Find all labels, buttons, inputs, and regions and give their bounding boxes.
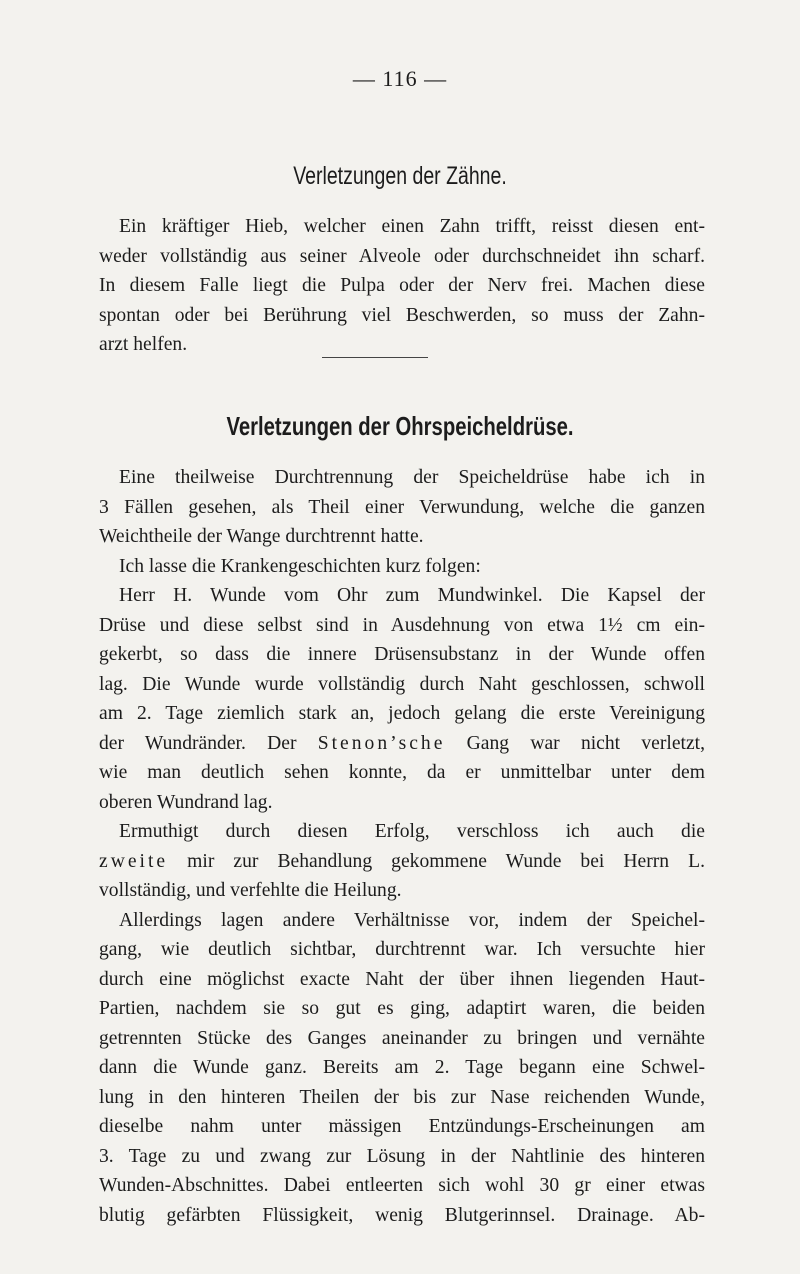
text-line: getrennten Stücke des Ganges aneinander zu bringen und vernähte: [99, 1027, 705, 1049]
text-line: [99, 729, 705, 759]
text-line: [99, 847, 705, 877]
text-line: oberen Wundrand lag.: [99, 791, 273, 813]
text-line: dann die Wunde ganz. Bereits am 2. Tage begann eine Schwel-: [99, 1057, 705, 1078]
text-line: weder vollständig aus seiner Alveole oder durchschneidet ihn scharf.: [99, 245, 705, 267]
section-title-parotid: Verletzungen der Ohrspeicheldrüse.: [226, 411, 574, 441]
text-line: dieselbe nahm unter mässigen Entzündungs-Erscheinungen am: [99, 1116, 705, 1137]
text-line: vollständig, und verfehlte die Heilung.: [99, 880, 402, 901]
text-line: gang, wie deutlich sichtbar, durchtrennt war. Ich versuchte hier: [99, 939, 705, 960]
text-fragment: der Wundränder. Der: [99, 732, 318, 754]
text-line: Herr H. Wunde vom Ohr zum Mundwinkel. Die Kapsel der: [119, 585, 705, 606]
section-divider: [322, 357, 428, 358]
text-line: Ich lasse die Krankengeschichten kurz folgen:: [119, 555, 481, 577]
text-line: lag. Die Wunde wurde vollständig durch Naht geschlossen, schwoll: [99, 673, 705, 695]
text-line: Ein kräftiger Hieb, welcher einen Zahn trifft, reisst diesen ent-: [119, 216, 705, 237]
text-line: blutig gefärbten Flüssigkeit, wenig Blutgerinnsel. Drainage. Ab-: [99, 1204, 705, 1226]
emphasized-word: zweite: [99, 850, 169, 872]
text-line: am 2. Tage ziemlich stark an, jedoch gelang die erste Vereinigung: [99, 703, 705, 724]
text-line: Wunden-Abschnittes. Dabei entleerten sich wohl 30 gr einer etwas: [99, 1175, 705, 1196]
page-number: — 116 —: [352, 66, 448, 91]
text-line: In diesem Falle liegt die Pulpa oder der Nerv frei. Machen diese: [99, 275, 705, 296]
text-line: Eine theilweise Durchtrennung der Speicheldrüse habe ich in: [119, 467, 705, 488]
section-body-parotid: [99, 463, 705, 1230]
text-line: lung in den hinteren Theilen der bis zur Nase reichenden Wunde,: [99, 1086, 705, 1108]
text-line: wie man deutlich sehen konnte, da er unmittelbar unter dem: [99, 762, 705, 783]
text-line: arzt helfen.: [99, 334, 188, 355]
text-line: Ermuthigt durch diesen Erfolg, verschloss ich auch die: [119, 821, 705, 842]
text-line: Drüse und diese selbst sind in Ausdehnung von etwa 1½ cm ein-: [99, 614, 705, 636]
text-line: 3. Tage zu und zwang zur Lösung in der Nahtlinie des hinteren: [99, 1145, 705, 1167]
text-line: Partien, nachdem sie so gut es ging, adaptirt waren, die beiden: [99, 998, 705, 1019]
text-line: Weichtheile der Wange durchtrennt hatte.: [99, 526, 424, 547]
text-fragment: mir zur Behandlung gekommene Wunde bei Herrn L.: [168, 850, 705, 872]
text-line: 3 Fällen gesehen, als Theil einer Verwundung, welche die ganzen: [99, 496, 705, 518]
text-line: durch eine möglichst exacte Naht der über ihnen liegenden Haut-: [99, 968, 705, 990]
text-fragment: Gang war nicht verletzt,: [445, 732, 705, 754]
text-line: gekerbt, so dass die innere Drüsensubstanz in der Wunde offen: [99, 644, 705, 665]
emphasized-name: Stenon’sche: [317, 732, 446, 754]
text-line: spontan oder bei Berührung viel Beschwerden, so muss der Zahn-: [99, 304, 705, 326]
section-title-teeth: Verletzungen der Zähne.: [293, 162, 507, 190]
section-body-teeth: [99, 212, 705, 360]
text-line: Allerdings lagen andere Verhältnisse vor, indem der Speichel-: [119, 909, 705, 931]
